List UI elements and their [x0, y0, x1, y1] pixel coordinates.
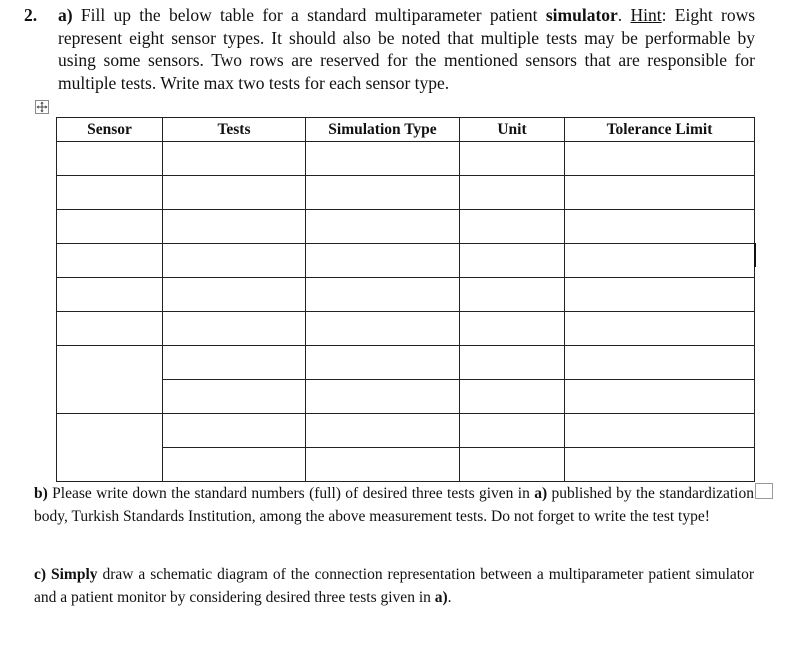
table-cell[interactable] [57, 142, 163, 176]
table-row [57, 414, 755, 448]
table-cell[interactable] [565, 278, 755, 312]
part-b-text-2: published by the standardization body, Turkish Standards Institution, among the above measurement tests. Do not forget to write the test type! [34, 485, 754, 525]
table-cell[interactable] [306, 380, 460, 414]
table-cell[interactable] [163, 414, 306, 448]
table-cell[interactable] [460, 380, 565, 414]
table-cell[interactable] [460, 210, 565, 244]
table-cell[interactable] [460, 244, 565, 278]
part-c-ref: a) [434, 588, 448, 606]
question-part-a [58, 4, 755, 94]
table-cell[interactable] [565, 448, 755, 482]
table-cell[interactable] [163, 210, 306, 244]
table-cell[interactable] [57, 210, 163, 244]
part-a-bold-word: simulator [545, 5, 618, 25]
table-cell[interactable] [163, 448, 306, 482]
header-sensor: Sensor [57, 118, 163, 142]
table-cell[interactable] [460, 176, 565, 210]
table-cell[interactable] [460, 346, 565, 380]
table-cell[interactable] [306, 346, 460, 380]
table-cell[interactable] [460, 278, 565, 312]
table-row [57, 176, 755, 210]
end-of-cell-marker [755, 483, 773, 499]
table-row [57, 142, 755, 176]
table-row [57, 210, 755, 244]
header-simulation-type: Simulation Type [306, 118, 460, 142]
header-tolerance-limit: Tolerance Limit [565, 118, 755, 142]
table-cell[interactable] [163, 278, 306, 312]
table-cell[interactable] [306, 244, 460, 278]
part-a-label: a) [58, 5, 73, 25]
header-unit: Unit [460, 118, 565, 142]
part-c-text-2: . [447, 588, 452, 606]
part-c-text-1: draw a schematic diagram of the connection representation between a multiparameter patient simulator and a patient monitor by considering desired three tests given in [34, 566, 755, 606]
question-part-b [34, 483, 754, 528]
table-cell[interactable] [460, 414, 565, 448]
table-cell[interactable] [306, 448, 460, 482]
part-c-label: c) Simply [34, 566, 98, 583]
table-header-row [57, 118, 755, 142]
table-cell[interactable] [57, 176, 163, 210]
question-part-c [34, 564, 754, 609]
table-cell[interactable] [565, 380, 755, 414]
table-cell[interactable] [565, 210, 755, 244]
table-row [57, 346, 755, 380]
table-row [57, 278, 755, 312]
table-cell[interactable] [565, 176, 755, 210]
table-cell[interactable] [460, 448, 565, 482]
table-cell[interactable] [57, 278, 163, 312]
table-cell[interactable] [163, 312, 306, 346]
part-a-text-3: : Eight rows represent eight sensor types. It should also be noted that multiple tests may be performable by using some sensors. Two rows are reserved for the mentioned sensors that are responsible for multiple tests. Write max two tests for each sensor type. [58, 5, 756, 93]
table-cell[interactable] [57, 312, 163, 346]
part-a-text-1: Fill up the below table for a standard multiparameter patient [72, 5, 546, 25]
table-cell[interactable] [460, 312, 565, 346]
hint-label: Hint [630, 5, 662, 25]
table-cell[interactable] [163, 380, 306, 414]
table-cell[interactable] [163, 244, 306, 278]
text-cursor [754, 243, 756, 267]
table-move-handle-icon[interactable] [35, 100, 49, 114]
table-cell[interactable] [306, 278, 460, 312]
table-cell[interactable] [306, 210, 460, 244]
table-row [57, 312, 755, 346]
table-cell[interactable] [306, 312, 460, 346]
table-cell[interactable] [565, 414, 755, 448]
part-b-ref: a) [534, 485, 548, 502]
table-cell[interactable] [460, 142, 565, 176]
table-row [57, 244, 755, 278]
table-cell[interactable] [306, 176, 460, 210]
table-cell[interactable] [565, 244, 755, 278]
table-cell[interactable] [163, 176, 306, 210]
table-cell[interactable] [306, 414, 460, 448]
table-cell[interactable] [163, 142, 306, 176]
sensor-table [56, 117, 755, 482]
merged-sensor-cell[interactable] [57, 346, 163, 414]
table-cell[interactable] [565, 346, 755, 380]
table-cell[interactable] [306, 142, 460, 176]
header-tests: Tests [163, 118, 306, 142]
question-number: 2. [24, 5, 38, 25]
part-b-label: b) [34, 485, 48, 502]
table-cell[interactable] [163, 346, 306, 380]
merged-sensor-cell[interactable] [57, 414, 163, 482]
table-cell[interactable] [565, 312, 755, 346]
part-a-text-2: . [617, 5, 631, 25]
part-b-text-1: Please write down the standard numbers (full) of desired three tests given in [47, 485, 535, 502]
table-cell[interactable] [565, 142, 755, 176]
table-cell[interactable] [57, 244, 163, 278]
